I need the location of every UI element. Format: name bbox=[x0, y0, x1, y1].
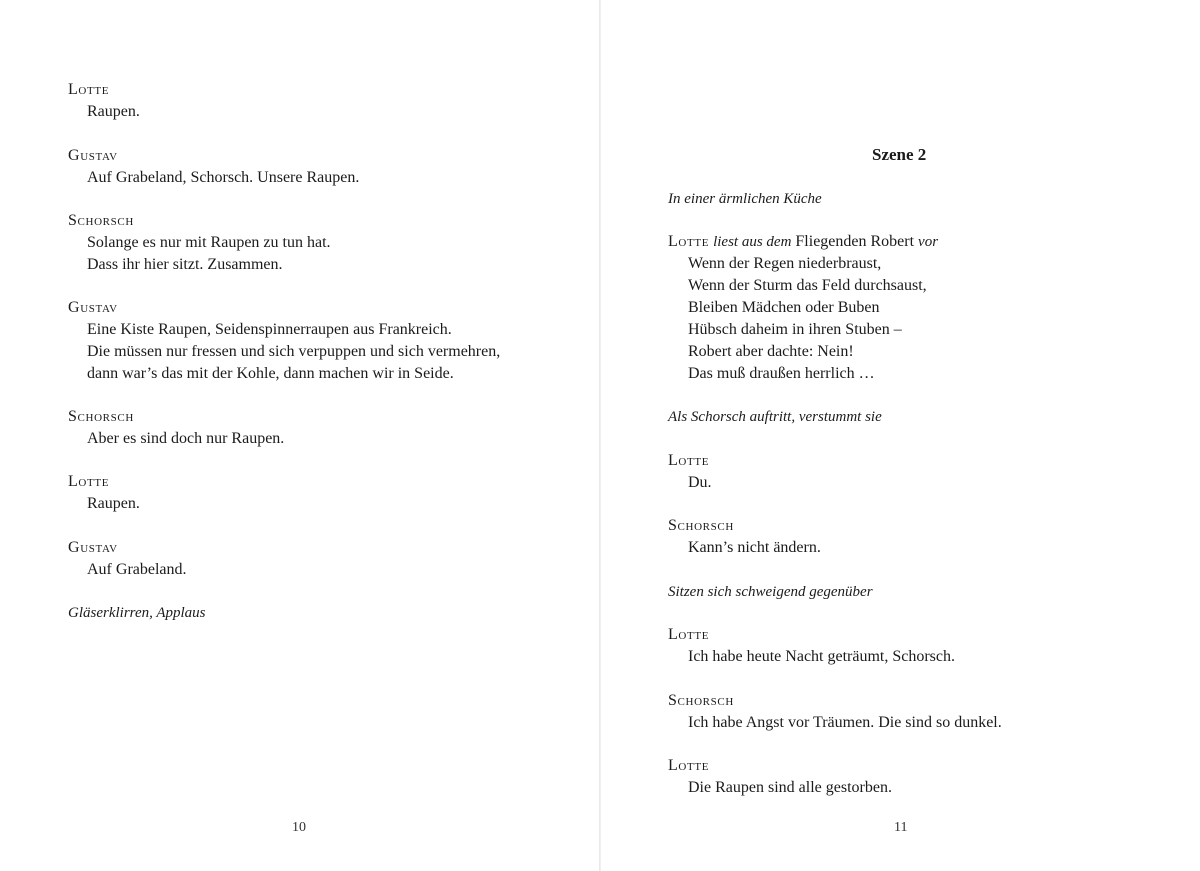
speaker-name: Schorsch bbox=[68, 408, 134, 425]
right-page bbox=[601, 0, 1200, 871]
dialogue-line: dann war’s das mit der Kohle, dann machen wir in Seide. bbox=[87, 365, 454, 382]
speaker-name: Schorsch bbox=[668, 692, 734, 709]
dialogue-line: Dass ihr hier sitzt. Zusammen. bbox=[87, 256, 283, 273]
stage-direction: Sitzen sich schweigend gegenüber bbox=[668, 584, 873, 600]
verse-line: Wenn der Sturm das Feld durchsaust, bbox=[688, 277, 927, 294]
speaker-name: Lotte bbox=[668, 626, 710, 643]
verse-line: Hübsch daheim in ihren Stuben – bbox=[688, 321, 902, 338]
dialogue-line: Eine Kiste Raupen, Seidenspinnerraupen aus Frankreich. bbox=[87, 321, 452, 338]
dialogue-line: Ich habe Angst vor Träumen. Die sind so dunkel. bbox=[688, 714, 1002, 731]
stage-direction: Als Schorsch auftritt, verstummt sie bbox=[668, 409, 882, 425]
stage-direction: Gläserklirren, Applaus bbox=[68, 605, 206, 621]
dialogue-line: Aber es sind doch nur Raupen. bbox=[87, 430, 285, 447]
dialogue-line: Raupen. bbox=[87, 495, 140, 512]
speaker-name: Gustav bbox=[68, 147, 118, 164]
reading-direction-line bbox=[668, 231, 938, 253]
dialogue-line: Raupen. bbox=[87, 103, 140, 120]
dialogue-line: Die Raupen sind alle gestorben. bbox=[688, 779, 892, 796]
dialogue-line: Kann’s nicht ändern. bbox=[688, 539, 821, 556]
scene-title: Szene 2 bbox=[872, 145, 927, 164]
dialogue-line: Auf Grabeland. bbox=[87, 561, 187, 578]
speaker-name: Lotte bbox=[68, 81, 110, 98]
speaker-name: Lotte bbox=[68, 473, 110, 490]
page-number: 10 bbox=[292, 820, 306, 835]
verse-line: Robert aber dachte: Nein! bbox=[688, 343, 854, 360]
speaker-name: Gustav bbox=[68, 299, 118, 316]
dialogue-line: Solange es nur mit Raupen zu tun hat. bbox=[87, 234, 331, 251]
dialogue-line: Die müssen nur fressen und sich verpuppen und sich vermehren, bbox=[87, 343, 501, 360]
speaker-name: Lotte bbox=[668, 233, 710, 250]
speaker-name: Schorsch bbox=[668, 517, 734, 534]
dialogue-line: Du. bbox=[688, 474, 712, 491]
speaker-name: Lotte bbox=[668, 757, 710, 774]
page-number: 11 bbox=[894, 820, 908, 835]
setting-direction: In einer ärmlichen Küche bbox=[668, 191, 822, 207]
speaker-name: Lotte bbox=[668, 452, 710, 469]
speaker-name: Gustav bbox=[68, 539, 118, 556]
speaker-name: Schorsch bbox=[68, 212, 134, 229]
stage-direction: vor bbox=[918, 234, 939, 250]
verse-line: Bleiben Mädchen oder Buben bbox=[688, 299, 880, 316]
stage-direction: liest aus dem bbox=[713, 234, 792, 250]
dialogue-line: Auf Grabeland, Schorsch. Unsere Raupen. bbox=[87, 169, 360, 186]
verse-line: Das muß draußen herrlich … bbox=[688, 365, 875, 382]
dialogue-line: Ich habe heute Nacht geträumt, Schorsch. bbox=[688, 648, 956, 665]
book-title: Fliegenden Robert bbox=[795, 233, 915, 250]
verse-line: Wenn der Regen niederbraust, bbox=[688, 255, 882, 272]
